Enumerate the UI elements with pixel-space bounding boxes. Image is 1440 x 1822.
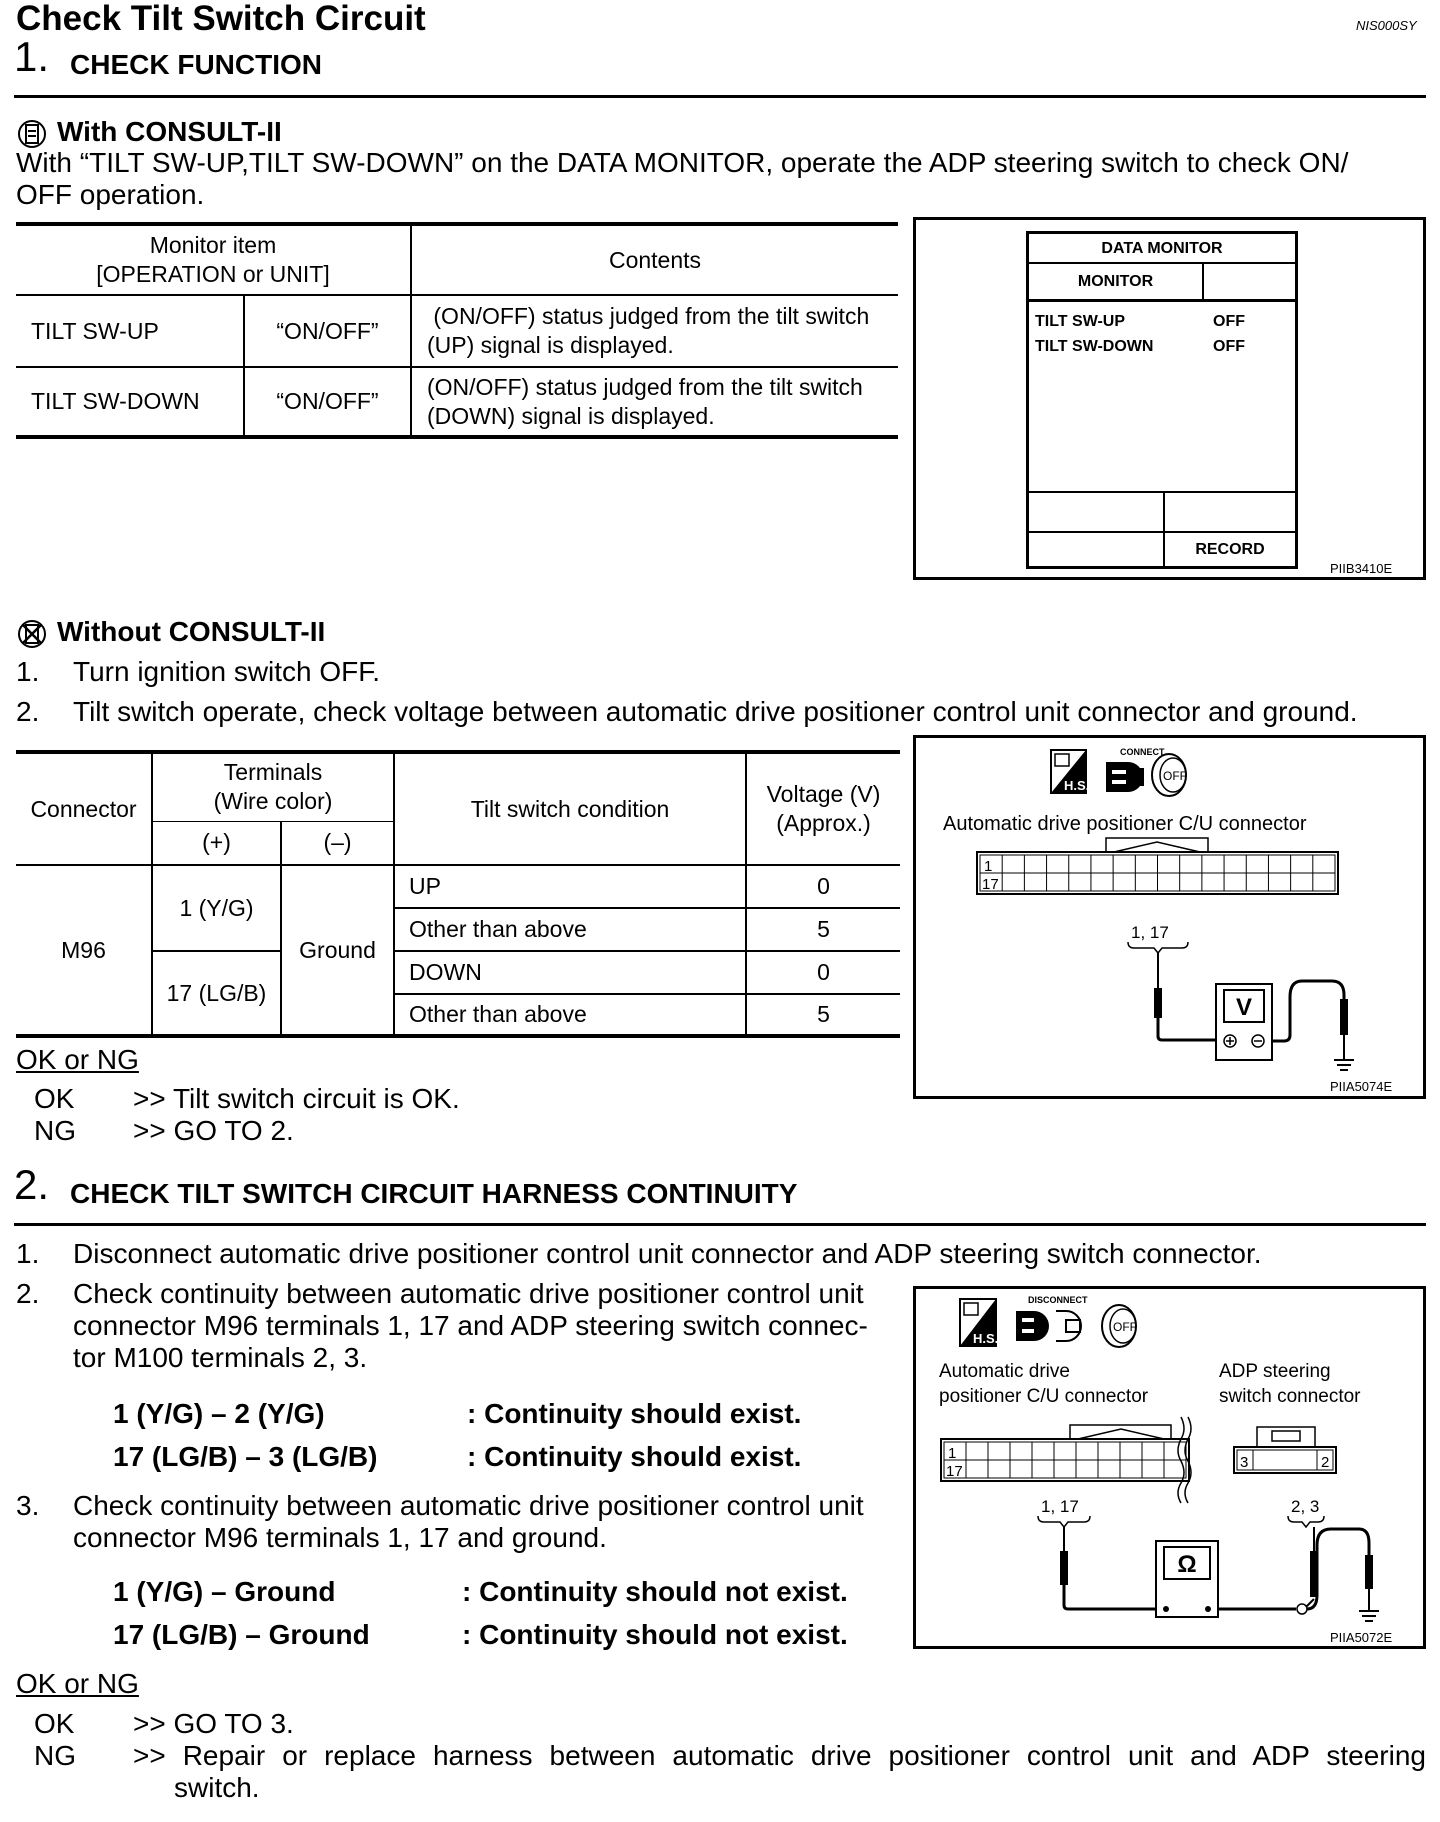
cell-voltage: 0 — [746, 951, 900, 994]
pin-1-label: 1 — [984, 858, 993, 875]
monitor-label-tilt-up: TILT SW-UP — [1035, 313, 1126, 330]
data-monitor-subtitle-blank — [1204, 264, 1295, 302]
ground-icon — [1334, 1060, 1354, 1070]
figure-code: PIIA5074E — [1330, 1079, 1393, 1094]
meter-symbol: Ω — [1177, 1551, 1197, 1578]
terminals-cu-label: 1, 17 — [1041, 1497, 1079, 1516]
data-monitor-subtitle: MONITOR — [1029, 264, 1204, 302]
list-item: Disconnect automatic drive positioner control unit connector and ADP steering switch connector. — [73, 1238, 1262, 1269]
ng-label: NG — [34, 1740, 76, 1771]
pin-17-label: 17 — [982, 876, 999, 893]
pin-1-label: 1 — [948, 1445, 957, 1462]
monitor-unit: “ON/OFF” — [244, 367, 411, 437]
connect-label: CONNECT — [1120, 747, 1165, 757]
probe-negative — [1272, 981, 1348, 1060]
header-minus: (–) — [281, 821, 394, 865]
contents-line2: (UP) signal is displayed. — [427, 332, 674, 358]
key-off-icon — [1102, 1305, 1137, 1347]
list-item-number: 1. — [16, 656, 40, 687]
header-terminals — [152, 752, 394, 821]
cell-voltage: 5 — [746, 908, 900, 951]
list-item-line: Check continuity between automatic drive positioner control unit — [73, 1278, 864, 1309]
cell-voltage: 5 — [817, 1001, 830, 1027]
data-monitor-screen — [1026, 231, 1298, 569]
record-button: RECORD — [1165, 531, 1295, 566]
monitor-contents — [411, 367, 898, 437]
figure-code: PIIB3410E — [1330, 561, 1393, 576]
ng-text-line2: switch. — [174, 1772, 260, 1803]
ng-text: >> GO TO 2. — [133, 1115, 294, 1146]
adp-label-line1: ADP steering — [1219, 1361, 1331, 1382]
terminals-adp-label: 2, 3 — [1291, 1497, 1320, 1516]
data-monitor-title: DATA MONITOR — [1029, 234, 1295, 264]
cu-connector — [941, 1417, 1191, 1503]
monitor-soft-key-left-top — [1029, 491, 1165, 531]
header-item-line2: [OPERATION or UNIT] — [96, 261, 330, 287]
monitor-contents — [411, 295, 898, 367]
with-consult-text-2: OFF operation. — [16, 179, 205, 210]
monitor-item: TILT SW-UP — [16, 295, 244, 367]
check-result: : Continuity should not exist. — [462, 1619, 848, 1650]
figure-code: PIIA5072E — [1330, 1630, 1393, 1645]
voltmeter-icon — [1216, 984, 1272, 1060]
cell-condition: UP — [394, 865, 746, 908]
list-item-line: connector M96 terminals 1, 17 and ground. — [73, 1522, 607, 1553]
adp-connector — [1234, 1427, 1336, 1473]
with-consult-text-1: With “TILT SW-UP,TILT SW-DOWN” on the DATA MONITOR, operate the ADP steering switch to check ON/ — [16, 147, 1349, 178]
step1-result-heading: OK or NG — [16, 1044, 139, 1075]
check-pair: 17 (LG/B) – Ground — [113, 1619, 370, 1650]
contents-line2: (DOWN) signal is displayed. — [427, 402, 715, 429]
doc-code: NIS000SY — [1356, 18, 1417, 33]
monitor-item: TILT SW-DOWN — [16, 367, 244, 437]
terminals-label: 1, 17 — [1131, 923, 1169, 942]
header-terminals-line2: (Wire color) — [213, 788, 333, 815]
list-item-number: 1. — [16, 1238, 40, 1269]
check-result: : Continuity should exist. — [467, 1441, 802, 1472]
pin-3-label: 3 — [1240, 1454, 1249, 1471]
step1-number: 1. — [14, 33, 50, 80]
monitor-soft-key-right-top — [1165, 491, 1295, 531]
probe-cu — [1060, 1527, 1160, 1609]
probe-positive — [1154, 953, 1216, 1040]
step2-number: 2. — [14, 1161, 50, 1208]
pin-17-label: 17 — [946, 1463, 963, 1480]
step2-divider — [14, 1223, 1426, 1226]
header-condition: Tilt switch condition — [394, 752, 746, 865]
monitor-table — [16, 222, 898, 439]
probe-adp — [1218, 1527, 1318, 1614]
list-item-line: Check continuity between automatic drive positioner control unit — [73, 1490, 864, 1521]
adp-label-line2: switch connector — [1219, 1386, 1361, 1407]
check-result: : Continuity should exist. — [467, 1398, 802, 1429]
header-item-line1: Monitor item — [149, 232, 277, 258]
header-plus: (+) — [152, 821, 281, 865]
step2-result-heading: OK or NG — [16, 1668, 139, 1699]
header-voltage-line1: Voltage (V) — [766, 781, 881, 807]
table-row — [16, 295, 898, 367]
header-voltage — [746, 752, 900, 865]
step1-divider — [14, 95, 1426, 98]
monitor-value-tilt-up: OFF — [1213, 313, 1245, 330]
table-row — [16, 865, 900, 908]
meter-symbol: V — [1235, 994, 1253, 1021]
header-monitor-item — [16, 224, 411, 295]
data-monitor-figure — [913, 217, 1426, 580]
list-item-number: 2. — [16, 696, 40, 727]
monitor-value-tilt-down: OFF — [1213, 338, 1245, 355]
ng-label: NG — [34, 1115, 76, 1146]
header-connector: Connector — [16, 752, 152, 865]
connect-icon — [1106, 747, 1165, 792]
continuity-check-figure — [913, 1286, 1426, 1649]
hs-label: H.S. — [1064, 778, 1090, 793]
check-pair: 17 (LG/B) – 3 (LG/B) — [113, 1441, 378, 1472]
ground-lead — [1307, 1529, 1373, 1611]
monitor-unit: “ON/OFF” — [244, 295, 411, 367]
header-terminals-line1: Terminals — [223, 759, 323, 786]
cu-connector — [977, 838, 1338, 894]
disconnect-icon — [1016, 1295, 1088, 1341]
voltage-check-figure — [913, 735, 1426, 1099]
list-item-number: 3. — [16, 1490, 40, 1521]
ok-text: >> GO TO 3. — [133, 1708, 294, 1739]
step2-title: CHECK TILT SWITCH CIRCUIT HARNESS CONTINUITY — [70, 1178, 798, 1209]
cell-terminal-1: 1 (Y/G) — [152, 865, 281, 951]
list-item-line: connector M96 terminals 1, 17 and ADP steering switch connec- — [73, 1310, 868, 1341]
ground-icon — [1359, 1611, 1379, 1621]
voltage-table — [16, 750, 900, 1038]
voltage-diagram — [916, 738, 1423, 1096]
off-label: OFF — [1113, 1320, 1137, 1334]
no-consult-icon — [16, 618, 48, 655]
disconnect-label: DISCONNECT — [1028, 1295, 1088, 1305]
hs-label: H.S. — [973, 1331, 999, 1346]
list-item-number: 2. — [16, 1278, 40, 1309]
without-consult-heading: Without CONSULT-II — [57, 616, 326, 647]
connector-label: Automatic drive positioner C/U connector — [943, 813, 1307, 835]
ok-label: OK — [34, 1708, 75, 1739]
key-off-icon — [1152, 754, 1187, 796]
off-label: OFF — [1163, 769, 1187, 783]
pin-2-label: 2 — [1321, 1454, 1330, 1471]
page-title: Check Tilt Switch Circuit — [16, 0, 426, 38]
check-pair: 1 (Y/G) – 2 (Y/G) — [113, 1398, 325, 1429]
list-item-line: tor M100 terminals 2, 3. — [73, 1342, 368, 1373]
monitor-soft-key-left-bottom — [1029, 531, 1165, 566]
check-result: : Continuity should not exist. — [462, 1576, 848, 1607]
cu-label-line1: Automatic drive — [939, 1361, 1070, 1382]
hs-icon — [1051, 750, 1089, 793]
contents-line1: (ON/OFF) status judged from the tilt switch — [427, 303, 870, 329]
cell-connector: M96 — [16, 865, 152, 1036]
ok-text: >> Tilt switch circuit is OK. — [133, 1083, 460, 1114]
header-contents: Contents — [411, 224, 898, 295]
check-pair: 1 (Y/G) – Ground — [113, 1576, 336, 1607]
step1-title: CHECK FUNCTION — [70, 49, 322, 80]
contents-line1: (ON/OFF) status judged from the tilt switch — [427, 373, 863, 400]
ok-label: OK — [34, 1083, 75, 1114]
hs-icon — [960, 1299, 998, 1346]
list-item: Tilt switch operate, check voltage between automatic drive positioner control unit connector and ground. — [73, 696, 1358, 727]
cu-label-line2: positioner C/U connector — [939, 1386, 1149, 1407]
cell-terminal-17: 17 (LG/B) — [152, 951, 281, 1036]
continuity-diagram — [916, 1289, 1423, 1646]
monitor-label-tilt-down: TILT SW-DOWN — [1035, 338, 1154, 355]
with-consult-heading: With CONSULT-II — [57, 116, 282, 147]
ng-text-line1: >> Repair or replace harness between automatic drive positioner control unit and ADP steering — [133, 1740, 1426, 1771]
header-voltage-line2: (Approx.) — [776, 810, 871, 836]
cell-condition: DOWN — [394, 951, 746, 994]
cell-condition: Other than above — [394, 994, 746, 1036]
cell-voltage: 0 — [746, 865, 900, 908]
ohmmeter-icon — [1156, 1541, 1218, 1617]
list-item: Turn ignition switch OFF. — [73, 656, 381, 687]
cell-condition: Other than above — [394, 908, 746, 951]
table-row — [16, 367, 898, 437]
cell-ground: Ground — [281, 865, 394, 1036]
